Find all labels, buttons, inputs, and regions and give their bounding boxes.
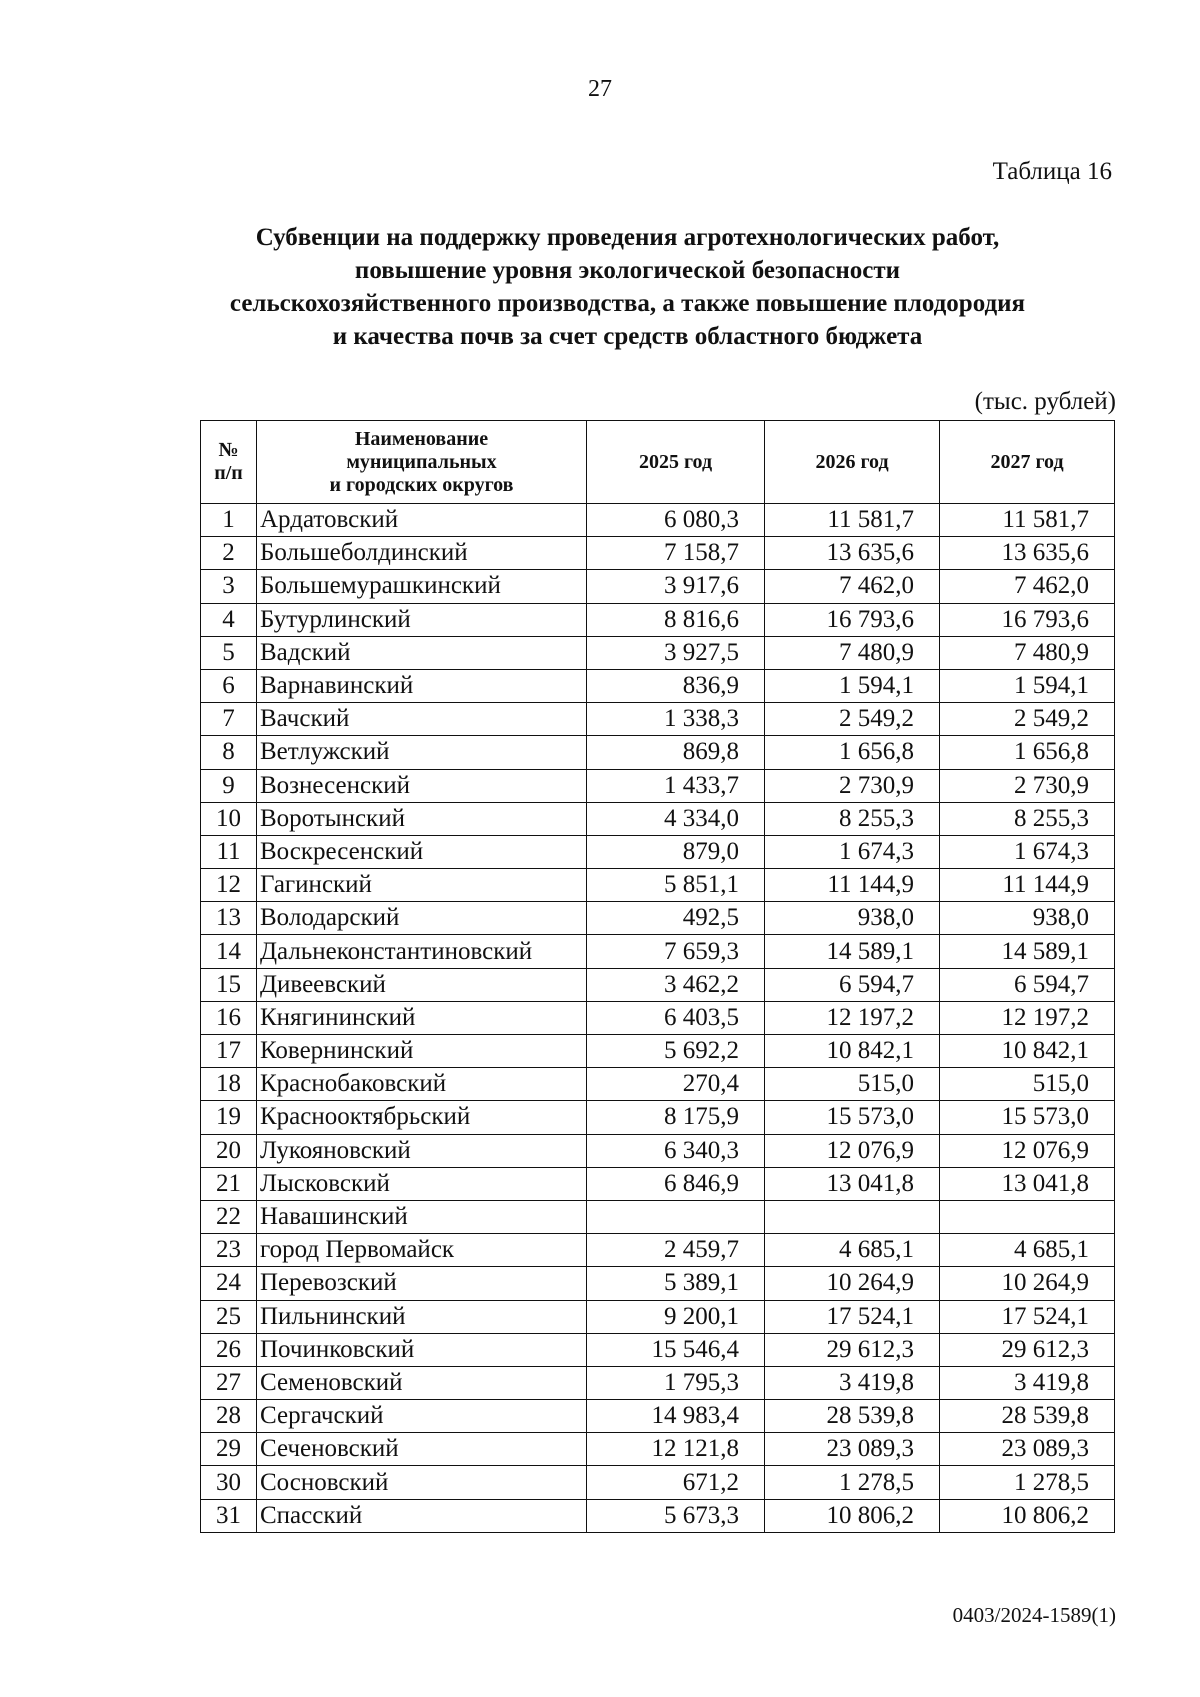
value-2025-cell: 5 851,1 xyxy=(587,869,765,902)
district-name-cell: Краснооктябрьский xyxy=(257,1101,587,1134)
value-2025-cell: 879,0 xyxy=(587,835,765,868)
value-2027-cell: 1 594,1 xyxy=(940,669,1115,702)
value-2025-cell: 836,9 xyxy=(587,669,765,702)
district-name-cell: Спасский xyxy=(257,1499,587,1532)
row-number-cell: 3 xyxy=(201,570,257,603)
table-row xyxy=(201,1499,1115,1532)
table-header-row xyxy=(201,421,1115,504)
title-line: и качества почв за счет средств областного бюджета xyxy=(332,323,923,350)
value-2025-cell: 869,8 xyxy=(587,736,765,769)
value-2026-cell: 12 076,9 xyxy=(765,1134,940,1167)
row-number-cell: 24 xyxy=(201,1267,257,1300)
row-number-cell: 22 xyxy=(201,1200,257,1233)
table-row xyxy=(201,1366,1115,1399)
header-2026: 2026 год xyxy=(765,421,940,504)
value-2027-cell: 23 089,3 xyxy=(940,1433,1115,1466)
value-2027-cell: 8 255,3 xyxy=(940,802,1115,835)
value-2025-cell: 8 175,9 xyxy=(587,1101,765,1134)
district-name-cell: Дивеевский xyxy=(257,968,587,1001)
district-name-cell: Воротынский xyxy=(257,802,587,835)
row-number-cell: 6 xyxy=(201,669,257,702)
district-name-cell: Варнавинский xyxy=(257,669,587,702)
value-2026-cell: 14 589,1 xyxy=(765,935,940,968)
table-row xyxy=(201,1300,1115,1333)
row-number-cell: 7 xyxy=(201,703,257,736)
value-2027-cell: 10 806,2 xyxy=(940,1499,1115,1532)
value-2027-cell: 29 612,3 xyxy=(940,1333,1115,1366)
value-2025-cell: 9 200,1 xyxy=(587,1300,765,1333)
district-name-cell: Ковернинский xyxy=(257,1035,587,1068)
value-2027-cell: 16 793,6 xyxy=(940,603,1115,636)
value-2027-cell: 11 144,9 xyxy=(940,869,1115,902)
value-2025-cell: 2 459,7 xyxy=(587,1234,765,1267)
value-2025-cell: 6 080,3 xyxy=(587,504,765,537)
district-name-cell: Сеченовский xyxy=(257,1433,587,1466)
value-2026-cell: 13 635,6 xyxy=(765,537,940,570)
table-body xyxy=(201,504,1115,1533)
table-row xyxy=(201,570,1115,603)
value-2027-cell: 515,0 xyxy=(940,1068,1115,1101)
row-number-cell: 21 xyxy=(201,1167,257,1200)
row-number-cell: 17 xyxy=(201,1035,257,1068)
table-row xyxy=(201,736,1115,769)
row-number-cell: 1 xyxy=(201,504,257,537)
district-name-cell: Лысковский xyxy=(257,1167,587,1200)
value-2026-cell: 1 594,1 xyxy=(765,669,940,702)
title-line: Субвенции на поддержку проведения агротехнологических работ, xyxy=(255,224,1000,251)
value-2026-cell xyxy=(765,1200,940,1233)
table-row xyxy=(201,1433,1115,1466)
value-2026-cell: 16 793,6 xyxy=(765,603,940,636)
row-number-cell: 16 xyxy=(201,1001,257,1034)
value-2025-cell: 270,4 xyxy=(587,1068,765,1101)
table-row xyxy=(201,1466,1115,1499)
value-2025-cell: 1 433,7 xyxy=(587,769,765,802)
table-row xyxy=(201,1134,1115,1167)
district-name-cell: Ветлужский xyxy=(257,736,587,769)
district-name-cell: Краснобаковский xyxy=(257,1068,587,1101)
row-number-cell: 19 xyxy=(201,1101,257,1134)
district-name-cell: Княгининский xyxy=(257,1001,587,1034)
row-number-cell: 30 xyxy=(201,1466,257,1499)
value-2026-cell: 3 419,8 xyxy=(765,1366,940,1399)
header-number xyxy=(201,421,257,504)
header-2025: 2025 год xyxy=(587,421,765,504)
table-row xyxy=(201,769,1115,802)
value-2026-cell: 12 197,2 xyxy=(765,1001,940,1034)
value-2026-cell: 17 524,1 xyxy=(765,1300,940,1333)
table-row xyxy=(201,1267,1115,1300)
value-2027-cell: 938,0 xyxy=(940,902,1115,935)
page-number: 27 xyxy=(588,76,612,102)
table-row xyxy=(201,802,1115,835)
table-row xyxy=(201,1001,1115,1034)
header-2027: 2027 год xyxy=(940,421,1115,504)
value-2027-cell: 11 581,7 xyxy=(940,504,1115,537)
row-number-cell: 9 xyxy=(201,769,257,802)
value-2026-cell: 10 842,1 xyxy=(765,1035,940,1068)
district-name-cell: Воскресенский xyxy=(257,835,587,868)
value-2027-cell: 3 419,8 xyxy=(940,1366,1115,1399)
value-2026-cell: 1 656,8 xyxy=(765,736,940,769)
row-number-cell: 2 xyxy=(201,537,257,570)
district-name-cell: Гагинский xyxy=(257,869,587,902)
row-number-cell: 18 xyxy=(201,1068,257,1101)
value-2025-cell: 5 692,2 xyxy=(587,1035,765,1068)
row-number-cell: 5 xyxy=(201,636,257,669)
district-name-cell: Вачский xyxy=(257,703,587,736)
value-2027-cell: 1 674,3 xyxy=(940,835,1115,868)
value-2025-cell: 671,2 xyxy=(587,1466,765,1499)
value-2027-cell: 12 076,9 xyxy=(940,1134,1115,1167)
district-name-cell: Навашинский xyxy=(257,1200,587,1233)
title-line: повышение уровня экологической безопасности xyxy=(354,257,901,284)
value-2026-cell: 1 278,5 xyxy=(765,1466,940,1499)
value-2025-cell: 15 546,4 xyxy=(587,1333,765,1366)
district-name-cell: Пильнинский xyxy=(257,1300,587,1333)
table-row xyxy=(201,1167,1115,1200)
table-row xyxy=(201,835,1115,868)
value-2027-cell: 28 539,8 xyxy=(940,1400,1115,1433)
value-2026-cell: 7 462,0 xyxy=(765,570,940,603)
value-2027-cell: 13 635,6 xyxy=(940,537,1115,570)
header-name-line: и городских округов xyxy=(329,473,514,496)
document-code: 0403/2024-1589(1) xyxy=(952,1603,1116,1627)
value-2025-cell: 6 340,3 xyxy=(587,1134,765,1167)
table-row xyxy=(201,902,1115,935)
district-name-cell: Большеболдинский xyxy=(257,537,587,570)
value-2026-cell: 10 806,2 xyxy=(765,1499,940,1532)
table-row xyxy=(201,537,1115,570)
value-2025-cell xyxy=(587,1200,765,1233)
table-row xyxy=(201,636,1115,669)
value-2027-cell: 14 589,1 xyxy=(940,935,1115,968)
value-2027-cell: 15 573,0 xyxy=(940,1101,1115,1134)
header-number-line: п/п xyxy=(214,462,243,484)
row-number-cell: 13 xyxy=(201,902,257,935)
table-row xyxy=(201,1035,1115,1068)
value-2025-cell: 1 338,3 xyxy=(587,703,765,736)
value-2025-cell: 3 462,2 xyxy=(587,968,765,1001)
district-name-cell: город Первомайск xyxy=(257,1234,587,1267)
value-2027-cell: 7 480,9 xyxy=(940,636,1115,669)
value-2026-cell: 6 594,7 xyxy=(765,968,940,1001)
value-2026-cell: 28 539,8 xyxy=(765,1400,940,1433)
value-2027-cell: 2 549,2 xyxy=(940,703,1115,736)
value-2026-cell: 1 674,3 xyxy=(765,835,940,868)
district-name-cell: Володарский xyxy=(257,902,587,935)
district-name-cell: Сосновский xyxy=(257,1466,587,1499)
header-name-line: муниципальных xyxy=(346,450,497,473)
units-label: (тыс. рублей) xyxy=(974,388,1116,415)
district-name-cell: Семеновский xyxy=(257,1366,587,1399)
value-2025-cell: 5 389,1 xyxy=(587,1267,765,1300)
value-2026-cell: 13 041,8 xyxy=(765,1167,940,1200)
value-2026-cell: 2 549,2 xyxy=(765,703,940,736)
value-2027-cell: 2 730,9 xyxy=(940,769,1115,802)
value-2026-cell: 4 685,1 xyxy=(765,1234,940,1267)
document-title xyxy=(150,221,1105,353)
value-2025-cell: 14 983,4 xyxy=(587,1400,765,1433)
row-number-cell: 27 xyxy=(201,1366,257,1399)
table-row xyxy=(201,669,1115,702)
value-2025-cell: 4 334,0 xyxy=(587,802,765,835)
table-row xyxy=(201,1068,1115,1101)
district-name-cell: Сергачский xyxy=(257,1400,587,1433)
table-row xyxy=(201,603,1115,636)
value-2026-cell: 10 264,9 xyxy=(765,1267,940,1300)
district-name-cell: Ардатовский xyxy=(257,504,587,537)
row-number-cell: 28 xyxy=(201,1400,257,1433)
value-2027-cell: 7 462,0 xyxy=(940,570,1115,603)
value-2027-cell: 4 685,1 xyxy=(940,1234,1115,1267)
value-2025-cell: 8 816,6 xyxy=(587,603,765,636)
table-row xyxy=(201,504,1115,537)
value-2026-cell: 11 144,9 xyxy=(765,869,940,902)
value-2025-cell: 7 659,3 xyxy=(587,935,765,968)
value-2027-cell: 1 656,8 xyxy=(940,736,1115,769)
value-2026-cell: 29 612,3 xyxy=(765,1333,940,1366)
value-2026-cell: 15 573,0 xyxy=(765,1101,940,1134)
table-row xyxy=(201,1333,1115,1366)
value-2025-cell: 1 795,3 xyxy=(587,1366,765,1399)
table-label: Таблица 16 xyxy=(992,158,1112,185)
value-2026-cell: 515,0 xyxy=(765,1068,940,1101)
value-2027-cell: 1 278,5 xyxy=(940,1466,1115,1499)
value-2026-cell: 938,0 xyxy=(765,902,940,935)
value-2025-cell: 5 673,3 xyxy=(587,1499,765,1532)
value-2026-cell: 2 730,9 xyxy=(765,769,940,802)
row-number-cell: 26 xyxy=(201,1333,257,1366)
row-number-cell: 31 xyxy=(201,1499,257,1532)
value-2027-cell: 6 594,7 xyxy=(940,968,1115,1001)
value-2027-cell xyxy=(940,1200,1115,1233)
row-number-cell: 14 xyxy=(201,935,257,968)
table-row xyxy=(201,935,1115,968)
district-name-cell: Лукояновский xyxy=(257,1134,587,1167)
district-name-cell: Вадский xyxy=(257,636,587,669)
value-2025-cell: 12 121,8 xyxy=(587,1433,765,1466)
subsidies-table xyxy=(200,420,1115,1533)
district-name-cell: Починковский xyxy=(257,1333,587,1366)
value-2025-cell: 6 403,5 xyxy=(587,1001,765,1034)
value-2027-cell: 17 524,1 xyxy=(940,1300,1115,1333)
row-number-cell: 10 xyxy=(201,802,257,835)
row-number-cell: 12 xyxy=(201,869,257,902)
value-2025-cell: 3 917,6 xyxy=(587,570,765,603)
value-2025-cell: 7 158,7 xyxy=(587,537,765,570)
value-2027-cell: 10 842,1 xyxy=(940,1035,1115,1068)
header-number-line: № xyxy=(218,439,239,461)
value-2025-cell: 6 846,9 xyxy=(587,1167,765,1200)
value-2026-cell: 11 581,7 xyxy=(765,504,940,537)
row-number-cell: 20 xyxy=(201,1134,257,1167)
table-row xyxy=(201,869,1115,902)
row-number-cell: 15 xyxy=(201,968,257,1001)
row-number-cell: 29 xyxy=(201,1433,257,1466)
row-number-cell: 11 xyxy=(201,835,257,868)
value-2025-cell: 3 927,5 xyxy=(587,636,765,669)
value-2026-cell: 23 089,3 xyxy=(765,1433,940,1466)
table-row xyxy=(201,968,1115,1001)
table-row xyxy=(201,1400,1115,1433)
value-2027-cell: 13 041,8 xyxy=(940,1167,1115,1200)
row-number-cell: 25 xyxy=(201,1300,257,1333)
header-name-line: Наименование xyxy=(354,427,489,450)
title-line: сельскохозяйственного производства, а также повышение плодородия xyxy=(229,290,1026,317)
table-row xyxy=(201,1101,1115,1134)
district-name-cell: Бутурлинский xyxy=(257,603,587,636)
value-2027-cell: 10 264,9 xyxy=(940,1267,1115,1300)
district-name-cell: Вознесенский xyxy=(257,769,587,802)
district-name-cell: Перевозский xyxy=(257,1267,587,1300)
row-number-cell: 8 xyxy=(201,736,257,769)
row-number-cell: 23 xyxy=(201,1234,257,1267)
table-row xyxy=(201,703,1115,736)
value-2027-cell: 12 197,2 xyxy=(940,1001,1115,1034)
value-2025-cell: 492,5 xyxy=(587,902,765,935)
row-number-cell: 4 xyxy=(201,603,257,636)
header-name xyxy=(257,421,587,504)
district-name-cell: Дальнеконстантиновский xyxy=(257,935,587,968)
district-name-cell: Большемурашкинский xyxy=(257,570,587,603)
value-2026-cell: 7 480,9 xyxy=(765,636,940,669)
table-row xyxy=(201,1234,1115,1267)
value-2026-cell: 8 255,3 xyxy=(765,802,940,835)
table-row xyxy=(201,1200,1115,1233)
